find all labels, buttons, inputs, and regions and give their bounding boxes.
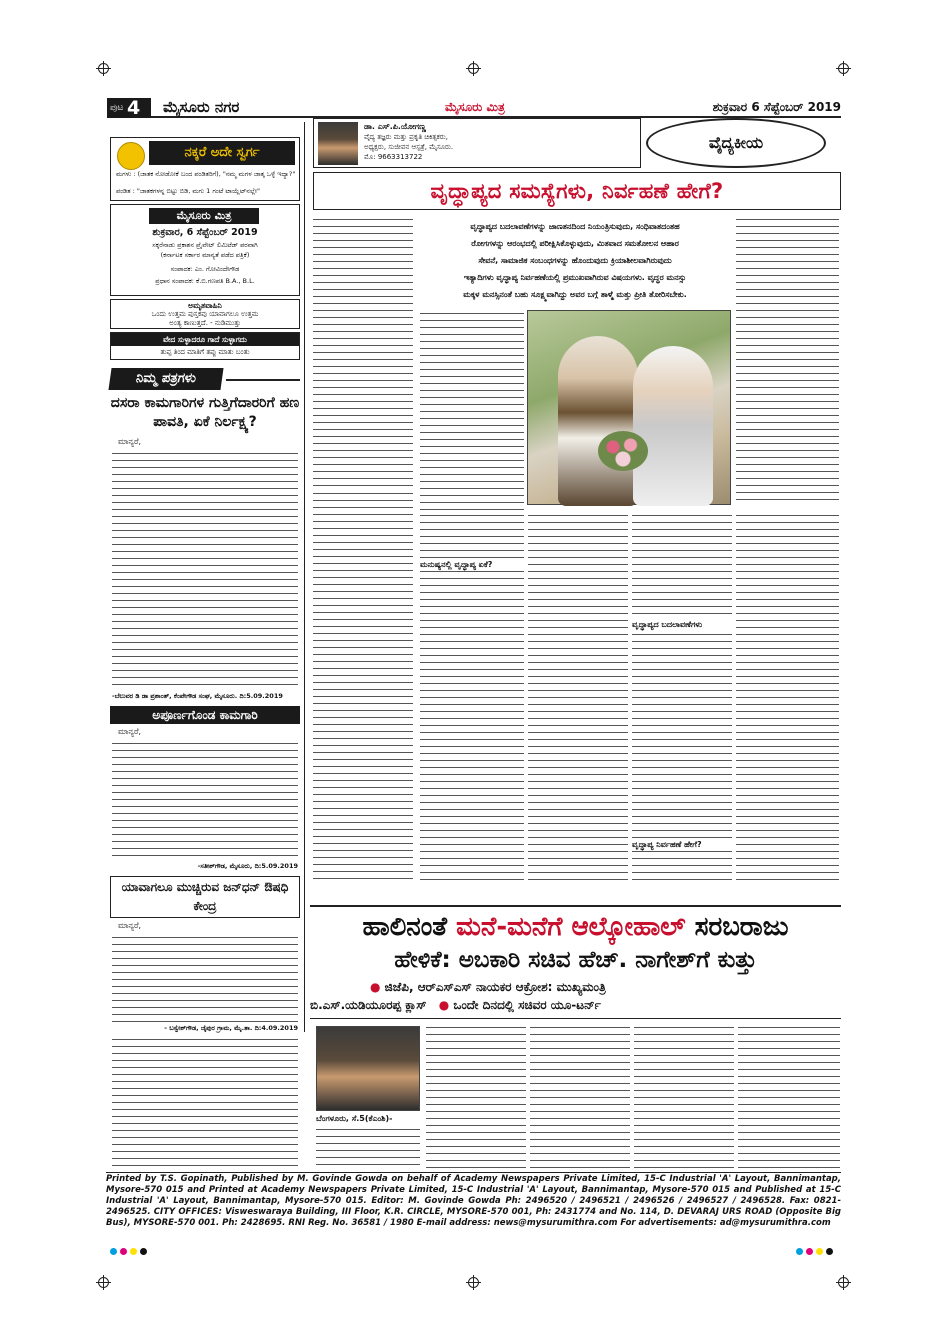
deck-line-5: ಮಕ್ಕಳ ಮನಸ್ಸಿನಂತೆ ಬಹು ಸೂಕ್ಷ್ಮವಾಗಿದ್ದು ಅವರ ಬಗ್ಗೆ ತಾಳ್ಮೆ ಮತ್ತು ಪ್ರೀತಿ ತೋರಿಸಬೇಕು. <box>463 290 687 299</box>
box-line-1: ಸಕ್ಕರೆನಾಡು ಪ್ರಕಾಶನ ಪ್ರೈವೇಟ್ ಲಿಮಿಟೆಡ್ ಪರವಾಗಿ <box>152 241 258 249</box>
letter-1-salute: ಮಾನ್ಯರೆ, <box>118 437 142 446</box>
color-dots-right <box>796 1240 836 1259</box>
health-column-5 <box>632 512 732 882</box>
quote-box <box>110 299 300 329</box>
letters-header-badge: ನಿಮ್ಮ ಪತ್ರಗಳು <box>108 368 223 390</box>
author-phone: ಮೊ: 9663313722 <box>364 153 423 161</box>
health-subhead-3: ವೃದ್ಧಾಪ್ಯ ನಿರ್ವಹಣೆ ಹೇಗೆ? <box>632 840 732 851</box>
health-headline-box <box>313 172 841 210</box>
letter-3-title: ಯಾವಾಗಲೂ ಮುಚ್ಚಿರುವ ಜನ್‌ಧನ್ ಔಷಧಿ ಕೇಂದ್ರ <box>121 880 289 913</box>
letter-2-salute: ಮಾನ್ಯರೆ, <box>118 727 142 736</box>
alcohol-bullet-2b: ಒಂದೇ ದಿನದಲ್ಲಿ ಸಚಿವರ ಯೂ-ಟರ್ನ್ <box>453 998 601 1012</box>
photo-woman <box>633 346 713 506</box>
alcohol-column-2 <box>426 1024 526 1168</box>
letter-2-signature: -ಸತೀಶ್‌ಗೌಡ, ಮೈಸೂರು, ದಿ:5.09.2019 <box>197 862 298 870</box>
page-masthead <box>107 98 841 118</box>
deck-line-2: ರೋಗಗಳನ್ನು ಆರಂಭದಲ್ಲಿ ಪರೀಕ್ಷಿಸಿಕೊಳ್ಳುವುದು, ಮಿತವಾದ ಸಮತೋಲನ ಆಹಾರ <box>471 239 679 248</box>
letter-3-title-box <box>110 876 300 918</box>
health-column-right-top <box>736 216 839 506</box>
imprint-box <box>110 204 300 296</box>
deck-line-4: ಇತ್ಯಾದಿಗಳು ವೃದ್ಧಾಪ್ಯ ನಿರ್ವಹಣೆಯಲ್ಲಿ ಪ್ರಮುಖವಾಗಿರುವ ವಿಷಯಗಳು. ವೃದ್ಧರ ಮನಸ್ಸು <box>463 273 687 282</box>
author-photo <box>318 122 358 165</box>
letter-1-title: ದಸರಾ ಕಾಮಗಾರಿಗಳ ಗುತ್ತಿಗೆದಾರರಿಗೆ ಹಣ ಪಾವತಿ, ಏಕೆ ನಿರ್ಲಕ್ಷ್ಯ? <box>110 395 300 430</box>
box-editor: ಸಂಪಾದಕ: ಎಂ. ಗೋವಿಂದೇಗೌಡ <box>170 265 240 273</box>
section-tag: ವೈದ್ಯಕೀಯ <box>708 133 764 152</box>
alcohol-column-1 <box>316 1126 420 1168</box>
elderly-couple-photo <box>527 310 731 505</box>
health-subhead-1: ಮನುಷ್ಯನಲ್ಲಿ ವೃದ್ಧಾಪ್ಯ ಏಕೆ? <box>420 560 524 571</box>
letter-1-body <box>112 450 298 690</box>
humor-line-2: ಪಂಡಿತ : "ಜಾತಕಗಳನ್ನ ಬಿಟ್ಟು ಬಿಡಿ, ಮಗು 1 ಗಂಟೆ ಟಾಯ್ಲೆಟ್‌ನಲ್ಲೇ" <box>116 187 260 195</box>
section-tag-oval <box>646 118 826 168</box>
footer-rule <box>106 1172 841 1173</box>
letter-2-body <box>112 740 298 860</box>
box-line-2: (ಕರ್ನಾಟಕ ಸರ್ಕಾರ ಮಾನ್ಯತೆ ಪಡೆದ ಪತ್ರಿಕೆ) <box>160 251 250 259</box>
story-top-rule <box>310 905 841 907</box>
alcohol-bullet-2a: ಬಿ.ಎಸ್.ಯಡಿಯೂರಪ್ಪ ಕ್ಲಾಸ್ <box>310 998 427 1012</box>
alcohol-column-3 <box>530 1024 630 1168</box>
alcohol-bullet-1 <box>370 980 830 995</box>
letter-3-signature: - ಬಸ್ವೇಶ್‌ಗೌಡ, ಜೈಪುರ ಗ್ರಾಮ, ಮೈ.ತಾ. ದಿ:4.09.2019 <box>164 1024 298 1032</box>
deck-line-1: ವೃದ್ಧಾಪ್ಯದ ಬದಲಾವಣೆಗಳನ್ನು ಜಾಣತನದಿಂದ ನಿಯಂತ್ರಿಸುವುದು, ಸಂಧಿವಾತದಂತಹ <box>470 222 680 231</box>
humor-line-1: ಮಗಳು : (ಜಾತಕ ನೋಡೋಕೆ ಬಂದ ಪಂಡಿತರಿಗೆ), "ನಮ್ಮ ಮಗಳ ಜಾತ್ಕ ಒಳ್ಳೆ ಇದ್ಯಾ?" <box>116 170 296 178</box>
letter-3-salute: ಮಾನ್ಯರೆ, <box>118 921 142 930</box>
health-subhead-2: ವೃದ್ಧಾಪ್ಯದ ಬದಲಾವಣೆಗಳು <box>632 620 732 631</box>
bullet-dot-icon: ● <box>438 998 450 1012</box>
deck-line-3: ಸೇವನೆ, ಸಾಮಾಜಿಕ ಸಂಬಂಧಗಳನ್ನು ಹೊಂದುವುದು ಕ್ರಿಯಾಶೀಲವಾಗಿರುವುದು <box>478 256 672 265</box>
health-column-4 <box>528 512 628 882</box>
sidebar-divider <box>304 122 305 1032</box>
color-dots-left <box>110 1240 150 1259</box>
section-title: ಮೈಸೂರು ನಗರ <box>163 98 240 116</box>
health-deck <box>420 218 730 304</box>
health-column-2 <box>313 490 413 880</box>
registration-mark-bottom-center <box>468 1277 479 1288</box>
letter-2-title: ಅಪೂರ್ಣಗೊಂಡ ಕಾಮಗಾರಿ <box>152 708 258 722</box>
registration-mark-bottom-left <box>98 1277 109 1288</box>
photo-bouquet <box>598 431 648 471</box>
alcohol-headline-1b: ಮನೆ-ಮನೆಗೆ ಆಲ್ಕೋಹಾಲ್ <box>456 912 686 942</box>
alcohol-bullet-2 <box>310 998 841 1013</box>
bullet-dot-icon: ● <box>370 980 381 994</box>
registration-mark-bottom-right <box>838 1277 849 1288</box>
alcohol-column-4 <box>634 1024 734 1168</box>
page-number: 4 <box>127 97 141 119</box>
humor-box <box>110 137 300 201</box>
letters-header-rule <box>226 379 300 381</box>
alcohol-headline-1c: ಸರಬರಾಜು <box>685 912 789 942</box>
page-label: ಪುಟ <box>110 103 124 113</box>
alcohol-column-5 <box>738 1024 840 1168</box>
author-line-1: ವೈದ್ಯ ತಜ್ಞರು ಮತ್ತು ಪ್ರಕೃತಿ ಚಿಕಿತ್ಸಕರು, <box>364 133 448 141</box>
paper-name: ಮೈಸೂರು ಮಿತ್ರ <box>445 100 505 114</box>
letter-3-body-continued <box>112 1036 298 1166</box>
alcohol-bullet-1-text: ಜಿಜೆಪಿ, ಆರ್‌ಎಸ್‌ಎಸ್ ನಾಯಕರ ಆಕ್ರೋಶ: ಮುಖ್ಯಮಂತ್ರಿ <box>384 980 606 994</box>
alcohol-headline-2: ಹೇಳಿಕೆ: ಅಬಕಾರಿ ಸಚಿವ ಹೆಚ್. ನಾಗೇಶ್‌ಗೆ ಕುತ್ತು <box>394 947 757 973</box>
health-column-2b <box>420 310 524 510</box>
author-name: ಡಾ. ಎಸ್.ಪಿ.ಯೋಗಣ್ಣ <box>364 122 426 131</box>
health-column-1 <box>313 216 413 486</box>
letter-2-title-bar <box>110 706 300 724</box>
proverb-line: ತುಪ್ಪ ತಿಂದ ಮಾತಿಗೆ ತಪ್ಪು ಮಾತು ಬಂತು <box>160 348 250 356</box>
footer-imprint: Printed by T.S. Gopinath, Published by M. Govinde Gowda on behalf of Academy Newspapers Private Limited, 15-C Industrial 'A' Layout, Bannimantap, Mysore-570 015 and Printed at Academy Newspapers Private Limited, 15-C Industrial 'A' Layout, Bannimantap, Mysore-570 015 and Published at 15-C Industrial 'A' Layout, Bannimantap, Mysore-570 015. Editor: M. Govinde Gowda Ph: 2496520 / 2496521 / 2496526 / 2496527 / 2496528. Fax: 0821-2496525. CITY OFFICES: Visweswaraya Building, III Floor, K.R. CIRCLE, MYSORE-570 001, Ph: 2431774 and No. 114, D. DEVARAJ URS ROAD (Opposite Big Bus), MYSORE-570 001. Ph: 2428695. RNI Reg. No. 36581 / 1980 E-mail address: news@mysurumithra.com For advertisements: ad@mysurumithra.com <box>106 1174 841 1228</box>
page-number-box <box>107 98 151 118</box>
box-chief-editor: ಪ್ರಧಾನ ಸಂಪಾದಕ: ಕೆ.ಬಿ.ಗಣಪತಿ B.A., B.L. <box>155 277 255 285</box>
laughing-face-icon <box>117 142 145 170</box>
registration-mark-top-center <box>468 63 479 74</box>
box-logo: ಮೈಸೂರು ಮಿತ್ರ <box>149 208 259 224</box>
letter-1-signature: -ಬೆಲುವರ ಡಿ ಡಾ ಪ್ರಶಾಂತ್, ಕೆಂಪೇಗೌಡ ಸಂಘ, ಮೈಸೂರು. ದಿ:5.09.2019 <box>112 692 283 700</box>
quote-line-1: ಒಂದು ಉತ್ತಮ ಪುಸ್ತಕವು ಯಾವಾಗಲೂ ಉತ್ತಮ <box>151 310 259 318</box>
registration-mark-top-right <box>838 63 849 74</box>
story-bullets-rule <box>310 1018 841 1019</box>
quote-title: ಅಮೃತವಾಹಿನಿ <box>188 301 222 310</box>
proverb-title: ವೇದ ಸುಳ್ಳಾದರೂ ಗಾದೆ ಸುಳ್ಳಾಗದು <box>111 333 299 346</box>
author-line-2: ಅಧ್ಯಕ್ಷರು, ಸುಜೀವನ ಆಸ್ಪತ್ರೆ, ಮೈಸೂರು. <box>364 143 454 151</box>
alcohol-headline-1a: ಹಾಲಿನಂತೆ <box>362 912 457 942</box>
letter-3-body <box>112 934 298 1022</box>
box-date: ಶುಕ್ರವಾರ, 6 ಸೆಪ್ಟೆಂಬರ್ 2019 <box>152 227 258 238</box>
author-box <box>313 118 641 168</box>
issue-date: ಶುಕ್ರವಾರ 6 ಸೆಪ್ಟೆಂಬರ್ 2019 <box>712 100 841 114</box>
health-column-6 <box>736 512 839 882</box>
letters-header <box>110 368 300 390</box>
proverb-box <box>110 332 300 360</box>
health-headline: ವೃದ್ಧಾಪ್ಯದ ಸಮಸ್ಯೆಗಳು, ನಿರ್ವಹಣೆ ಹೇಗೆ? <box>430 179 724 203</box>
alcohol-dateline: ಬೆಂಗಳೂರು, ಸೆ.5(ಕೆಎಂಶಿ)- <box>316 1114 393 1123</box>
registration-mark-top-left <box>98 63 109 74</box>
minister-photo <box>316 1026 420 1111</box>
alcohol-headline-1 <box>310 910 841 944</box>
photo-man <box>558 336 638 506</box>
humor-title: ನಕ್ಕರೆ ಅದೇ ಸ್ವರ್ಗ <box>149 141 295 165</box>
quote-line-2: ಅಂತ್ಯ ಕಾಣುತ್ತದೆ. - ನುಡಿಮುತ್ತು <box>169 319 241 327</box>
